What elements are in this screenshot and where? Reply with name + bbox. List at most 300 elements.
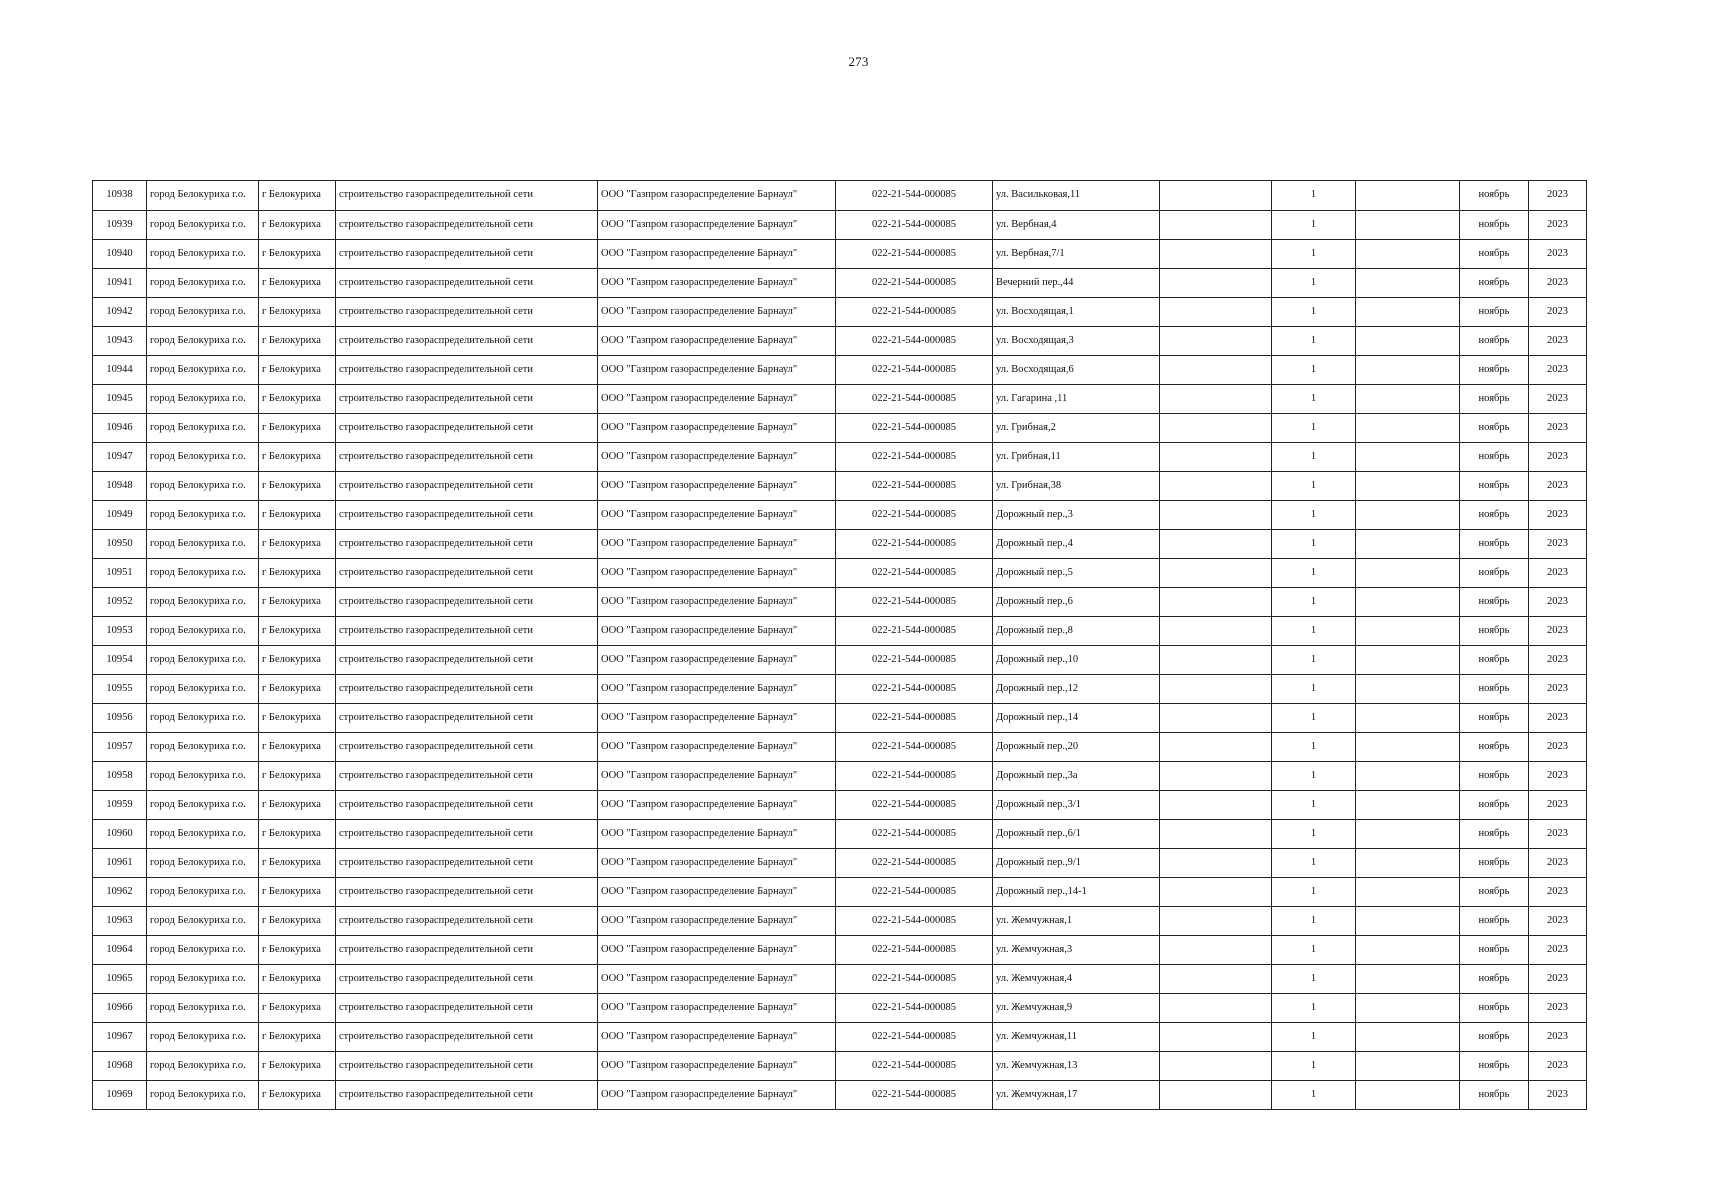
municipality-cell: город Белокуриха г.о.: [147, 269, 259, 298]
organization-cell: ООО "Газпром газораспределение Барнаул": [598, 907, 836, 936]
quantity-cell: 1: [1272, 965, 1356, 994]
quantity-cell: 1: [1272, 356, 1356, 385]
locality-cell: г Белокуриха: [259, 1081, 336, 1110]
work-type-cell: строительство газораспределительной сети: [336, 878, 598, 907]
empty-cell: [1160, 269, 1272, 298]
address-cell: Дорожный пер.,9/1: [993, 849, 1160, 878]
locality-cell: г Белокуриха: [259, 588, 336, 617]
address-cell: ул. Восходящая,1: [993, 298, 1160, 327]
registration-number-cell: 022-21-544-000085: [836, 878, 993, 907]
row-number-cell: 10947: [93, 443, 147, 472]
registration-number-cell: 022-21-544-000085: [836, 1052, 993, 1081]
table-row: [93, 704, 1587, 733]
organization-cell: ООО "Газпром газораспределение Барнаул": [598, 1052, 836, 1081]
row-number-cell: 10958: [93, 762, 147, 791]
quantity-cell: 1: [1272, 762, 1356, 791]
address-cell: ул. Вербная,4: [993, 211, 1160, 240]
month-cell: ноябрь: [1460, 936, 1529, 965]
work-type-cell: строительство газораспределительной сети: [336, 1023, 598, 1052]
table-row: [93, 1052, 1587, 1081]
empty-cell: [1160, 414, 1272, 443]
empty-cell: [1356, 965, 1460, 994]
month-cell: ноябрь: [1460, 820, 1529, 849]
address-cell: Дорожный пер.,6: [993, 588, 1160, 617]
table-row: [93, 501, 1587, 530]
organization-cell: ООО "Газпром газораспределение Барнаул": [598, 414, 836, 443]
municipality-cell: город Белокуриха г.о.: [147, 878, 259, 907]
year-cell: 2023: [1529, 965, 1587, 994]
row-number-cell: 10938: [93, 181, 147, 211]
registration-number-cell: 022-21-544-000085: [836, 530, 993, 559]
work-type-cell: строительство газораспределительной сети: [336, 849, 598, 878]
municipality-cell: город Белокуриха г.о.: [147, 965, 259, 994]
table-row: [93, 385, 1587, 414]
organization-cell: ООО "Газпром газораспределение Барнаул": [598, 820, 836, 849]
year-cell: 2023: [1529, 1081, 1587, 1110]
table-row: [93, 617, 1587, 646]
address-cell: ул. Вербная,7/1: [993, 240, 1160, 269]
municipality-cell: город Белокуриха г.о.: [147, 617, 259, 646]
empty-cell: [1356, 820, 1460, 849]
table-row: [93, 472, 1587, 501]
quantity-cell: 1: [1272, 849, 1356, 878]
year-cell: 2023: [1529, 907, 1587, 936]
registry-table-body: [93, 181, 1587, 1110]
row-number-cell: 10939: [93, 211, 147, 240]
quantity-cell: 1: [1272, 181, 1356, 211]
row-number-cell: 10966: [93, 994, 147, 1023]
quantity-cell: 1: [1272, 617, 1356, 646]
month-cell: ноябрь: [1460, 878, 1529, 907]
row-number-cell: 10969: [93, 1081, 147, 1110]
month-cell: ноябрь: [1460, 530, 1529, 559]
empty-cell: [1160, 1023, 1272, 1052]
quantity-cell: 1: [1272, 675, 1356, 704]
quantity-cell: 1: [1272, 704, 1356, 733]
empty-cell: [1160, 617, 1272, 646]
month-cell: ноябрь: [1460, 356, 1529, 385]
registration-number-cell: 022-21-544-000085: [836, 1023, 993, 1052]
registration-number-cell: 022-21-544-000085: [836, 646, 993, 675]
row-number-cell: 10957: [93, 733, 147, 762]
quantity-cell: 1: [1272, 530, 1356, 559]
empty-cell: [1356, 269, 1460, 298]
organization-cell: ООО "Газпром газораспределение Барнаул": [598, 936, 836, 965]
address-cell: ул. Жемчужная,3: [993, 936, 1160, 965]
locality-cell: г Белокуриха: [259, 298, 336, 327]
table-row: [93, 414, 1587, 443]
page-number: 273: [848, 54, 869, 69]
locality-cell: г Белокуриха: [259, 385, 336, 414]
address-cell: Дорожный пер.,6/1: [993, 820, 1160, 849]
organization-cell: ООО "Газпром газораспределение Барнаул": [598, 617, 836, 646]
year-cell: 2023: [1529, 181, 1587, 211]
locality-cell: г Белокуриха: [259, 443, 336, 472]
registration-number-cell: 022-21-544-000085: [836, 211, 993, 240]
year-cell: 2023: [1529, 791, 1587, 820]
year-cell: 2023: [1529, 820, 1587, 849]
row-number-cell: 10948: [93, 472, 147, 501]
row-number-cell: 10943: [93, 327, 147, 356]
table-row: [93, 211, 1587, 240]
registration-number-cell: 022-21-544-000085: [836, 240, 993, 269]
month-cell: ноябрь: [1460, 1023, 1529, 1052]
address-cell: Дорожный пер.,14: [993, 704, 1160, 733]
empty-cell: [1160, 327, 1272, 356]
month-cell: ноябрь: [1460, 733, 1529, 762]
registry-table: [92, 180, 1587, 1110]
organization-cell: ООО "Газпром газораспределение Барнаул": [598, 791, 836, 820]
year-cell: 2023: [1529, 646, 1587, 675]
year-cell: 2023: [1529, 269, 1587, 298]
row-number-cell: 10962: [93, 878, 147, 907]
row-number-cell: 10949: [93, 501, 147, 530]
table-row: [93, 1023, 1587, 1052]
row-number-cell: 10941: [93, 269, 147, 298]
locality-cell: г Белокуриха: [259, 849, 336, 878]
empty-cell: [1160, 472, 1272, 501]
empty-cell: [1356, 849, 1460, 878]
quantity-cell: 1: [1272, 1081, 1356, 1110]
month-cell: ноябрь: [1460, 501, 1529, 530]
address-cell: Дорожный пер.,3/1: [993, 791, 1160, 820]
empty-cell: [1356, 704, 1460, 733]
registration-number-cell: 022-21-544-000085: [836, 994, 993, 1023]
locality-cell: г Белокуриха: [259, 646, 336, 675]
municipality-cell: город Белокуриха г.о.: [147, 181, 259, 211]
table-row: [93, 1081, 1587, 1110]
year-cell: 2023: [1529, 762, 1587, 791]
municipality-cell: город Белокуриха г.о.: [147, 298, 259, 327]
table-row: [93, 356, 1587, 385]
work-type-cell: строительство газораспределительной сети: [336, 211, 598, 240]
empty-cell: [1356, 327, 1460, 356]
empty-cell: [1356, 733, 1460, 762]
row-number-cell: 10954: [93, 646, 147, 675]
month-cell: ноябрь: [1460, 849, 1529, 878]
quantity-cell: 1: [1272, 878, 1356, 907]
month-cell: ноябрь: [1460, 443, 1529, 472]
locality-cell: г Белокуриха: [259, 327, 336, 356]
organization-cell: ООО "Газпром газораспределение Барнаул": [598, 443, 836, 472]
empty-cell: [1356, 646, 1460, 675]
locality-cell: г Белокуриха: [259, 1023, 336, 1052]
month-cell: ноябрь: [1460, 181, 1529, 211]
empty-cell: [1160, 675, 1272, 704]
year-cell: 2023: [1529, 617, 1587, 646]
row-number-cell: 10964: [93, 936, 147, 965]
registration-number-cell: 022-21-544-000085: [836, 704, 993, 733]
empty-cell: [1356, 791, 1460, 820]
quantity-cell: 1: [1272, 733, 1356, 762]
month-cell: ноябрь: [1460, 1052, 1529, 1081]
row-number-cell: 10944: [93, 356, 147, 385]
empty-cell: [1356, 385, 1460, 414]
municipality-cell: город Белокуриха г.о.: [147, 588, 259, 617]
year-cell: 2023: [1529, 356, 1587, 385]
address-cell: ул. Гагарина ,11: [993, 385, 1160, 414]
registration-number-cell: 022-21-544-000085: [836, 849, 993, 878]
year-cell: 2023: [1529, 704, 1587, 733]
address-cell: ул. Жемчужная,4: [993, 965, 1160, 994]
month-cell: ноябрь: [1460, 588, 1529, 617]
row-number-cell: 10942: [93, 298, 147, 327]
organization-cell: ООО "Газпром газораспределение Барнаул": [598, 559, 836, 588]
table-row: [93, 733, 1587, 762]
work-type-cell: строительство газораспределительной сети: [336, 733, 598, 762]
municipality-cell: город Белокуриха г.о.: [147, 530, 259, 559]
registration-number-cell: 022-21-544-000085: [836, 414, 993, 443]
municipality-cell: город Белокуриха г.о.: [147, 211, 259, 240]
table-row: [93, 327, 1587, 356]
month-cell: ноябрь: [1460, 762, 1529, 791]
municipality-cell: город Белокуриха г.о.: [147, 820, 259, 849]
empty-cell: [1160, 1052, 1272, 1081]
empty-cell: [1356, 559, 1460, 588]
organization-cell: ООО "Газпром газораспределение Барнаул": [598, 530, 836, 559]
organization-cell: ООО "Газпром газораспределение Барнаул": [598, 704, 836, 733]
empty-cell: [1160, 530, 1272, 559]
registration-number-cell: 022-21-544-000085: [836, 617, 993, 646]
locality-cell: г Белокуриха: [259, 181, 336, 211]
month-cell: ноябрь: [1460, 1081, 1529, 1110]
locality-cell: г Белокуриха: [259, 820, 336, 849]
row-number-cell: 10950: [93, 530, 147, 559]
municipality-cell: город Белокуриха г.о.: [147, 443, 259, 472]
registration-number-cell: 022-21-544-000085: [836, 501, 993, 530]
registration-number-cell: 022-21-544-000085: [836, 269, 993, 298]
year-cell: 2023: [1529, 1023, 1587, 1052]
empty-cell: [1356, 1052, 1460, 1081]
registration-number-cell: 022-21-544-000085: [836, 820, 993, 849]
municipality-cell: город Белокуриха г.о.: [147, 646, 259, 675]
organization-cell: ООО "Газпром газораспределение Барнаул": [598, 733, 836, 762]
table-row: [93, 849, 1587, 878]
municipality-cell: город Белокуриха г.о.: [147, 1023, 259, 1052]
empty-cell: [1356, 530, 1460, 559]
work-type-cell: строительство газораспределительной сети: [336, 559, 598, 588]
row-number-cell: 10945: [93, 385, 147, 414]
registration-number-cell: 022-21-544-000085: [836, 965, 993, 994]
empty-cell: [1160, 849, 1272, 878]
empty-cell: [1356, 414, 1460, 443]
work-type-cell: строительство газораспределительной сети: [336, 356, 598, 385]
year-cell: 2023: [1529, 936, 1587, 965]
organization-cell: ООО "Газпром газораспределение Барнаул": [598, 849, 836, 878]
locality-cell: г Белокуриха: [259, 1052, 336, 1081]
empty-cell: [1160, 443, 1272, 472]
empty-cell: [1356, 878, 1460, 907]
quantity-cell: 1: [1272, 240, 1356, 269]
registration-number-cell: 022-21-544-000085: [836, 762, 993, 791]
year-cell: 2023: [1529, 501, 1587, 530]
year-cell: 2023: [1529, 240, 1587, 269]
registration-number-cell: 022-21-544-000085: [836, 298, 993, 327]
organization-cell: ООО "Газпром газораспределение Барнаул": [598, 762, 836, 791]
locality-cell: г Белокуриха: [259, 414, 336, 443]
address-cell: Дорожный пер.,8: [993, 617, 1160, 646]
work-type-cell: строительство газораспределительной сети: [336, 414, 598, 443]
month-cell: ноябрь: [1460, 472, 1529, 501]
municipality-cell: город Белокуриха г.о.: [147, 1081, 259, 1110]
empty-cell: [1160, 820, 1272, 849]
municipality-cell: город Белокуриха г.о.: [147, 414, 259, 443]
locality-cell: г Белокуриха: [259, 356, 336, 385]
address-cell: Дорожный пер.,3: [993, 501, 1160, 530]
quantity-cell: 1: [1272, 1052, 1356, 1081]
registration-number-cell: 022-21-544-000085: [836, 907, 993, 936]
empty-cell: [1356, 617, 1460, 646]
month-cell: ноябрь: [1460, 240, 1529, 269]
row-number-cell: 10968: [93, 1052, 147, 1081]
locality-cell: г Белокуриха: [259, 211, 336, 240]
work-type-cell: строительство газораспределительной сети: [336, 936, 598, 965]
municipality-cell: город Белокуриха г.о.: [147, 472, 259, 501]
quantity-cell: 1: [1272, 1023, 1356, 1052]
empty-cell: [1160, 646, 1272, 675]
address-cell: Дорожный пер.,10: [993, 646, 1160, 675]
table-row: [93, 181, 1587, 211]
organization-cell: ООО "Газпром газораспределение Барнаул": [598, 1023, 836, 1052]
empty-cell: [1160, 704, 1272, 733]
table-row: [93, 762, 1587, 791]
year-cell: 2023: [1529, 414, 1587, 443]
work-type-cell: строительство газораспределительной сети: [336, 704, 598, 733]
table-row: [93, 588, 1587, 617]
empty-cell: [1356, 181, 1460, 211]
row-number-cell: 10953: [93, 617, 147, 646]
work-type-cell: строительство газораспределительной сети: [336, 646, 598, 675]
work-type-cell: строительство газораспределительной сети: [336, 820, 598, 849]
table-row: [93, 269, 1587, 298]
address-cell: ул. Грибная,11: [993, 443, 1160, 472]
table-row: [93, 646, 1587, 675]
organization-cell: ООО "Газпром газораспределение Барнаул": [598, 211, 836, 240]
table-row: [93, 675, 1587, 704]
work-type-cell: строительство газораспределительной сети: [336, 327, 598, 356]
quantity-cell: 1: [1272, 414, 1356, 443]
year-cell: 2023: [1529, 675, 1587, 704]
organization-cell: ООО "Газпром газораспределение Барнаул": [598, 588, 836, 617]
work-type-cell: строительство газораспределительной сети: [336, 530, 598, 559]
empty-cell: [1356, 298, 1460, 327]
locality-cell: г Белокуриха: [259, 530, 336, 559]
row-number-cell: 10940: [93, 240, 147, 269]
table-row: [93, 936, 1587, 965]
quantity-cell: 1: [1272, 327, 1356, 356]
row-number-cell: 10967: [93, 1023, 147, 1052]
municipality-cell: город Белокуриха г.о.: [147, 733, 259, 762]
quantity-cell: 1: [1272, 443, 1356, 472]
municipality-cell: город Белокуриха г.о.: [147, 936, 259, 965]
work-type-cell: строительство газораспределительной сети: [336, 181, 598, 211]
empty-cell: [1160, 733, 1272, 762]
registration-number-cell: 022-21-544-000085: [836, 588, 993, 617]
organization-cell: ООО "Газпром газораспределение Барнаул": [598, 965, 836, 994]
organization-cell: ООО "Газпром газораспределение Барнаул": [598, 675, 836, 704]
municipality-cell: город Белокуриха г.о.: [147, 762, 259, 791]
quantity-cell: 1: [1272, 936, 1356, 965]
address-cell: ул. Грибная,2: [993, 414, 1160, 443]
municipality-cell: город Белокуриха г.о.: [147, 675, 259, 704]
empty-cell: [1356, 936, 1460, 965]
empty-cell: [1160, 588, 1272, 617]
row-number-cell: 10960: [93, 820, 147, 849]
locality-cell: г Белокуриха: [259, 762, 336, 791]
year-cell: 2023: [1529, 472, 1587, 501]
month-cell: ноябрь: [1460, 704, 1529, 733]
year-cell: 2023: [1529, 559, 1587, 588]
quantity-cell: 1: [1272, 994, 1356, 1023]
quantity-cell: 1: [1272, 472, 1356, 501]
work-type-cell: строительство газораспределительной сети: [336, 675, 598, 704]
empty-cell: [1160, 994, 1272, 1023]
locality-cell: г Белокуриха: [259, 965, 336, 994]
table-row: [93, 559, 1587, 588]
address-cell: ул. Жемчужная,9: [993, 994, 1160, 1023]
empty-cell: [1160, 356, 1272, 385]
empty-cell: [1160, 181, 1272, 211]
empty-cell: [1356, 762, 1460, 791]
municipality-cell: город Белокуриха г.о.: [147, 849, 259, 878]
address-cell: Вечерний пер.,44: [993, 269, 1160, 298]
address-cell: ул. Грибная,38: [993, 472, 1160, 501]
registration-number-cell: 022-21-544-000085: [836, 936, 993, 965]
registration-number-cell: 022-21-544-000085: [836, 443, 993, 472]
work-type-cell: строительство газораспределительной сети: [336, 1052, 598, 1081]
work-type-cell: строительство газораспределительной сети: [336, 965, 598, 994]
empty-cell: [1160, 965, 1272, 994]
organization-cell: ООО "Газпром газораспределение Барнаул": [598, 269, 836, 298]
month-cell: ноябрь: [1460, 907, 1529, 936]
empty-cell: [1356, 994, 1460, 1023]
municipality-cell: город Белокуриха г.о.: [147, 385, 259, 414]
organization-cell: ООО "Газпром газораспределение Барнаул": [598, 298, 836, 327]
registration-number-cell: 022-21-544-000085: [836, 356, 993, 385]
organization-cell: ООО "Газпром газораспределение Барнаул": [598, 385, 836, 414]
municipality-cell: город Белокуриха г.о.: [147, 356, 259, 385]
locality-cell: г Белокуриха: [259, 501, 336, 530]
month-cell: ноябрь: [1460, 617, 1529, 646]
empty-cell: [1160, 878, 1272, 907]
empty-cell: [1160, 936, 1272, 965]
municipality-cell: город Белокуриха г.о.: [147, 559, 259, 588]
row-number-cell: 10946: [93, 414, 147, 443]
address-cell: Дорожный пер.,12: [993, 675, 1160, 704]
empty-cell: [1160, 385, 1272, 414]
empty-cell: [1160, 211, 1272, 240]
municipality-cell: город Белокуриха г.о.: [147, 907, 259, 936]
year-cell: 2023: [1529, 994, 1587, 1023]
address-cell: Дорожный пер.,3а: [993, 762, 1160, 791]
row-number-cell: 10952: [93, 588, 147, 617]
organization-cell: ООО "Газпром газораспределение Барнаул": [598, 240, 836, 269]
work-type-cell: строительство газораспределительной сети: [336, 298, 598, 327]
work-type-cell: строительство газораспределительной сети: [336, 501, 598, 530]
month-cell: ноябрь: [1460, 211, 1529, 240]
work-type-cell: строительство газораспределительной сети: [336, 269, 598, 298]
empty-cell: [1160, 1081, 1272, 1110]
organization-cell: ООО "Газпром газораспределение Барнаул": [598, 181, 836, 211]
table-row: [93, 878, 1587, 907]
locality-cell: г Белокуриха: [259, 733, 336, 762]
empty-cell: [1160, 240, 1272, 269]
empty-cell: [1356, 211, 1460, 240]
organization-cell: ООО "Газпром газораспределение Барнаул": [598, 472, 836, 501]
address-cell: Дорожный пер.,20: [993, 733, 1160, 762]
registration-number-cell: 022-21-544-000085: [836, 791, 993, 820]
organization-cell: ООО "Газпром газораспределение Барнаул": [598, 994, 836, 1023]
